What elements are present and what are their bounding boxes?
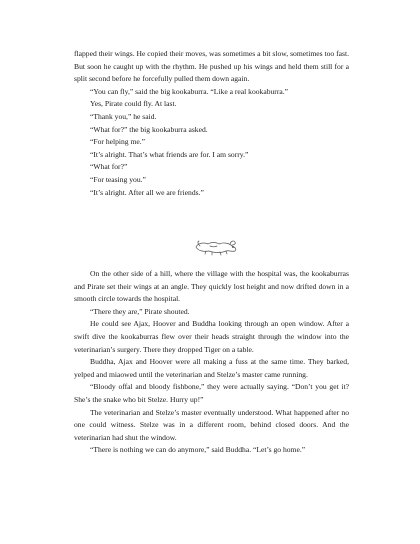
dog-sketch-icon (192, 235, 240, 257)
text-block-bottom (74, 268, 349, 457)
text-block-top (74, 48, 349, 199)
paragraph: “What for?” (90, 162, 128, 172)
paragraph: “You can fly,” said the big kookaburra. “Like a real kookaburra.” (90, 86, 288, 96)
paragraph: “Bloody offal and bloody fishbone,” they were actually saying. “Don’t you get it? She’s the snake who bit Stelze. Hurry up!” (74, 382, 349, 404)
paragraph: “There is nothing we can do anymore,” said Buddha. “Let’s go home.” (90, 445, 306, 455)
paragraph: “What for?” the big kookaburra asked. (90, 124, 208, 134)
paragraph: “Thank you,” he said. (90, 111, 157, 121)
paragraph: The veterinarian and Stelze’s master eventually understood. What happened after no one could witness. Stelze was in a different room, behind closed doors. And the veterinarian had shut the window. (74, 407, 349, 442)
paragraph: He could see Ajax, Hoover and Buddha looking through an open window. After a swift dive the kookaburras flew over their heads straight through the window into the veterinarian’s surgery. There they dropped Tiger on a table. (74, 319, 349, 354)
paragraph: “There they are,” Pirate shouted. (90, 306, 190, 316)
paragraph: On the other side of a hill, where the village with the hospital was, the kookaburras and Pirate set their wings at an angle. They quickly lost height and now drifted down in a smooth circle towards the hospital. (74, 269, 349, 304)
paragraph: flapped their wings. He copied their moves, was sometimes a bit slow, sometimes too fast. But soon he caught up with the rhythm. He pushed up his wings and held them still for a split second before he forcefully pulled them down again. (74, 49, 349, 84)
paragraph: “It’s alright. After all we are friends.” (90, 187, 204, 197)
paragraph: “It’s alright. That’s what friends are for. I am sorry.” (90, 149, 249, 159)
paragraph: “For helping me.” (90, 137, 146, 147)
paragraph: Yes, Pirate could fly. At last. (90, 99, 177, 109)
paragraph: Buddha, Ajax and Hoover were all making a fuss at the same time. They barked, yelped and miaowed until the veterinarian and Stelze’s master came running. (74, 357, 349, 379)
paragraph: “For teasing you.” (90, 174, 146, 184)
